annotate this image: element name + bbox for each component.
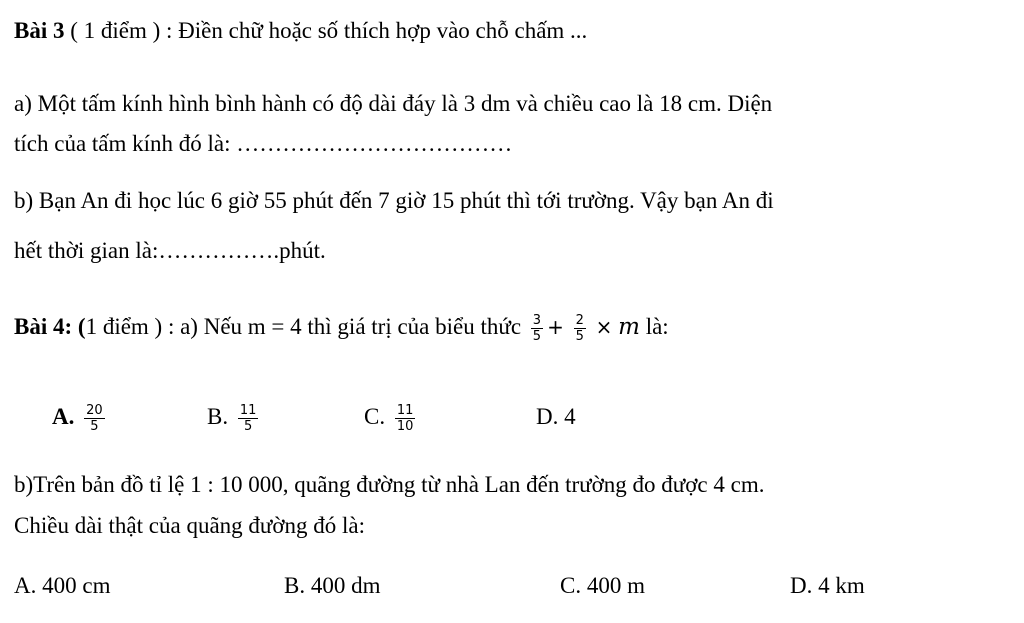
bai3-header — [14, 16, 587, 46]
bai4-header — [14, 312, 669, 344]
option-a[interactable] — [52, 402, 109, 434]
fraction-denominator: 5 — [90, 419, 99, 435]
fraction-numerator: 3 — [532, 313, 542, 329]
fraction-denominator: 10 — [396, 419, 414, 435]
fraction-denominator: 5 — [532, 329, 542, 345]
bai4-b-line2: Chiều dài thật của quãng đường đó là: — [14, 513, 366, 538]
variable-m: m — [618, 314, 640, 340]
plus-sign: + — [547, 315, 564, 339]
bai3-header-text: ( 1 điểm ) : Điền chữ hoặc số thích hợp vào chỗ chấm ... — [64, 18, 588, 43]
fraction-numerator: 2 — [575, 313, 584, 329]
bai4-b-line1: b)Trên bản đồ tỉ lệ 1 : 10 000, quãng đường từ nhà Lan đến trường đo được 4 cm. — [14, 472, 765, 497]
fraction-20-5 — [84, 403, 105, 434]
option-label: C. — [364, 404, 386, 429]
fraction-numerator: 20 — [86, 403, 103, 419]
option-label: B. — [207, 404, 229, 429]
bai3-a-line2: tích của tấm kính đó là: ……………………………… — [14, 131, 513, 156]
bai4-title: Bài 4: ( — [14, 314, 86, 339]
fraction-denominator: 5 — [575, 329, 584, 345]
option-label: A. — [52, 404, 75, 429]
option-b[interactable] — [207, 402, 262, 434]
option-b-c[interactable]: C. 400 m — [560, 573, 645, 598]
fraction-11-10 — [395, 403, 416, 434]
fraction-numerator: 11 — [239, 403, 257, 419]
option-b-b[interactable]: B. 400 dm — [284, 573, 381, 598]
fraction-11-5 — [238, 403, 259, 434]
bai3-a-line1: a) Một tấm kính hình bình hành có độ dài đáy là 3 dm và chiều cao là 18 cm. Diện — [14, 91, 773, 116]
option-b-a[interactable]: A. 400 cm — [14, 573, 111, 598]
fraction-3-5 — [531, 313, 543, 344]
bai4-header-text: 1 điểm ) : a) Nếu m = 4 thì giá trị của biểu thức — [85, 314, 522, 339]
bai3-b-line2: hết thời gian là:…………….phút. — [14, 238, 326, 263]
bai3-b-line1: b) Bạn An đi học lúc 6 giờ 55 phút đến 7 giờ 15 phút thì tới trường. Vậy bạn An đi — [14, 188, 774, 213]
option-b-d[interactable]: D. 4 km — [790, 573, 865, 598]
option-c[interactable] — [364, 402, 419, 434]
fraction-numerator: 11 — [396, 403, 414, 419]
fraction-denominator: 5 — [243, 419, 253, 435]
option-d[interactable]: D. 4 — [536, 404, 576, 429]
expr-tail: là: — [639, 314, 669, 339]
times-sign: × — [595, 315, 613, 339]
fraction-2-5 — [574, 313, 586, 344]
bai3-title: Bài 3 — [14, 18, 65, 43]
